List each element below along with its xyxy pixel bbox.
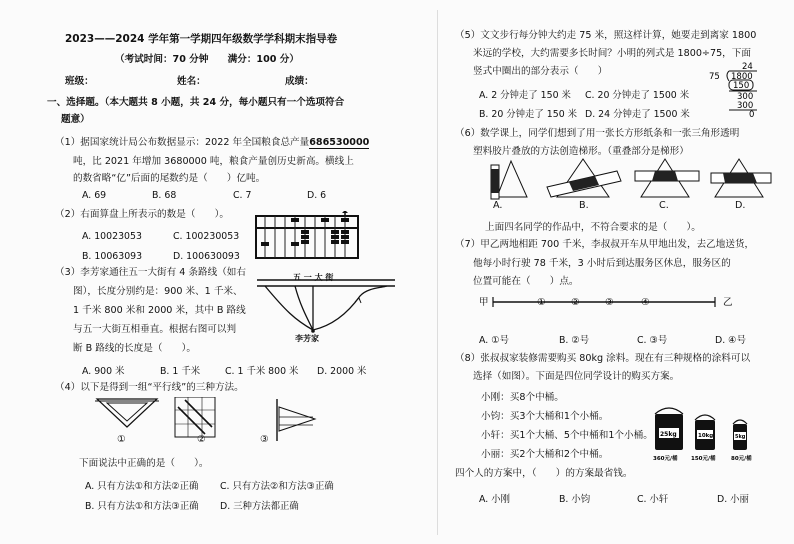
q8-plan-2: 小钧：买3个大桶和1个小桶。 xyxy=(481,411,609,422)
division-step3: 300 xyxy=(737,101,754,111)
q3-option-b: B. 1 千米 xyxy=(160,366,201,377)
q4-fig-label-1: ① xyxy=(117,434,126,445)
q6-question: 上面四名同学的作品中，不符合要求的是（ ）。 xyxy=(485,222,701,233)
q7-option-d: D. ④号 xyxy=(715,335,746,346)
division-step1: 150 xyxy=(733,81,750,91)
q1-option-d: D. 6 xyxy=(307,190,327,201)
q4-fig-label-3: ③ xyxy=(260,434,269,445)
q4-option-a: A. 只有方法①和方法②正确 xyxy=(85,481,199,492)
bucket-mid-weight: 10kg xyxy=(698,433,714,439)
division-dividend: 1800 xyxy=(731,72,753,82)
home-label: 李芳家 xyxy=(295,334,319,343)
q8-option-d: D. 小丽 xyxy=(717,494,749,505)
name-label: 姓名： xyxy=(177,76,206,87)
bucket-large-weight: 25kg xyxy=(660,431,677,438)
bucket-large-price: 360元/桶 xyxy=(653,456,678,462)
q2-option-c: C. 100230053 xyxy=(173,231,240,242)
q6-fig-label-c: C. xyxy=(659,200,669,211)
long-division-figure xyxy=(709,60,769,118)
line-point-4: ④ xyxy=(641,297,650,308)
q8-plan-3: 小轩：买1个大桶、5个中桶和1个小桶。 xyxy=(481,430,653,441)
q6-line2: 塑料胶片叠放的方法创造梯形。（重叠部分是梯形） xyxy=(473,146,689,157)
q1-option-c: C. 7 xyxy=(233,190,252,201)
parallel-methods-figure xyxy=(95,397,335,447)
section-heading: 一、选择题。（本大题共 8 小题，共 24 分，每小题只有一个选项符合 xyxy=(47,97,345,108)
bucket-mid-price: 150元/桶 xyxy=(691,456,716,462)
q8-option-b: B. 小钧 xyxy=(559,494,591,505)
bucket-small-weight: 5kg xyxy=(735,434,746,440)
line-point-3: ③ xyxy=(605,297,614,308)
q8-line2: 选择（如图）。下面是四位同学设计的购买方案。 xyxy=(473,371,680,382)
q6-line1: （6）数学课上，同学们想到了用一张长方形纸条和一张三角形透明 xyxy=(455,128,740,139)
street-label: 五 一 大 街 xyxy=(293,273,334,282)
exam-time-line: （考试时间：70 分钟 满分：100 分） xyxy=(115,54,299,65)
q5-option-d: D. 24 分钟走了 1500 米 xyxy=(585,109,690,120)
line-point-2: ② xyxy=(571,297,580,308)
division-divisor: 75 xyxy=(709,72,720,82)
q1-line2: 吨，比 2021 年增加 3680000 吨，粮食产量创历史新高。横线上 xyxy=(73,156,354,167)
q3-option-c: C. 1 千米 800 米 xyxy=(225,366,299,377)
q8-question: 四个人的方案中，（ ）的方案最省钱。 xyxy=(455,468,633,479)
q8-option-c: C. 小轩 xyxy=(637,494,669,505)
q8-line1: （8）张叔叔家装修需要购买 80kg 涂料。现在有三种规格的涂料可以 xyxy=(455,353,751,364)
column-divider xyxy=(437,10,438,535)
score-label: 成绩： xyxy=(285,76,314,87)
q4-fig-label-2: ② xyxy=(197,434,206,445)
q7-option-a: A. ①号 xyxy=(479,335,509,346)
exam-title: 2023——2024 学年第一学期四年级数学学科期末指导卷 xyxy=(65,33,338,45)
left-column xyxy=(47,0,400,544)
q1-line3: 的数省略“亿”后面的尾数约是（ ）亿吨。 xyxy=(73,173,266,184)
q7-option-b: B. ②号 xyxy=(559,335,590,346)
q6-fig-label-b: B. xyxy=(579,200,589,211)
q2-stem: （2）右面算盘上所表示的数是（ ）。 xyxy=(55,209,229,220)
q4-option-d: D. 三种方法都正确 xyxy=(220,501,299,512)
q3-line3: 1 千米 800 米和 2000 米，其中 B 路线 xyxy=(73,305,246,316)
q7-line3: 位置可能在（ ）点。 xyxy=(473,276,579,287)
q3-option-d: D. 2000 米 xyxy=(317,366,367,377)
q5-line2: 米远的学校，大约需要多长时间？小明的列式是 1800÷75，下面 xyxy=(473,48,751,59)
q2-option-b: B. 10063093 xyxy=(82,251,143,262)
q4-stem: （4）以下是得到一组“平行线”的三种方法。 xyxy=(55,382,244,393)
q6-fig-label-d: D. xyxy=(735,200,746,211)
q7-line1: （7）甲乙两地相距 700 千米，李叔叔开车从甲地出发，去乙地送货， xyxy=(455,239,755,250)
q4-question: 下面说法中正确的是（ ）。 xyxy=(79,458,209,469)
q3-line2: 图），长度分别约是：900 米、1 千米、 xyxy=(73,286,243,297)
class-label: 班级： xyxy=(65,76,94,87)
division-step2: 300 xyxy=(737,92,754,102)
q8-option-a: A. 小刚 xyxy=(479,494,510,505)
q4-option-b: B. 只有方法①和方法③正确 xyxy=(85,501,199,512)
division-remainder: 0 xyxy=(749,110,755,118)
q1-line1: （1）据国家统计局公布数据显示：2022 年全国粮食总产量686530000 xyxy=(55,137,370,148)
trapezoid-figures xyxy=(485,157,775,203)
q5-line1: （5）文文步行每分钟大约走 75 米，照这样计算，她要走到离家 1800 xyxy=(455,30,757,41)
distance-line-figure xyxy=(475,290,745,316)
abacus-figure xyxy=(253,211,361,261)
section-heading-cont: 题意） xyxy=(61,114,90,125)
right-column xyxy=(455,0,785,544)
q2-option-d: D. 100630093 xyxy=(173,251,240,262)
line-label-yi: 乙 xyxy=(723,297,733,308)
division-quotient: 24 xyxy=(742,62,753,72)
q2-option-a: A. 10023053 xyxy=(82,231,142,242)
line-point-1: ① xyxy=(537,297,546,308)
q3-line1: （3）李芳家通往五一大街有 4 条路线（如右 xyxy=(55,267,246,278)
q8-plan-1: 小刚：买8个中桶。 xyxy=(481,392,564,403)
q4-option-c: C. 只有方法②和方法③正确 xyxy=(220,481,334,492)
q8-plan-4: 小丽：买2个大桶和2个中桶。 xyxy=(481,449,609,460)
q3-option-a: A. 900 米 xyxy=(82,366,125,377)
bucket-small-price: 80元/桶 xyxy=(731,456,752,462)
q5-line3: 竖式中圈出的部分表示（ ） xyxy=(473,66,608,77)
q7-line2: 他每小时行驶 78 千米，3 小时后到达服务区休息，服务区的 xyxy=(473,258,731,269)
q1-option-a: A. 69 xyxy=(82,190,107,201)
q7-option-c: C. ③号 xyxy=(637,335,668,346)
q5-option-a: A. 2 分钟走了 150 米 xyxy=(479,90,571,101)
q5-option-b: B. 20 分钟走了 150 米 xyxy=(479,109,578,120)
q6-fig-label-a: A. xyxy=(493,200,503,211)
q5-option-c: C. 20 分钟走了 1500 米 xyxy=(585,90,690,101)
q1-option-b: B. 68 xyxy=(152,190,177,201)
paint-buckets-figure xyxy=(651,400,771,468)
q3-line5: 断 B 路线的长度是（ ）。 xyxy=(73,343,197,354)
q3-line4: 与五一大街互相垂直。根据右图可以判 xyxy=(73,324,237,335)
line-label-jia: 甲 xyxy=(479,297,489,308)
